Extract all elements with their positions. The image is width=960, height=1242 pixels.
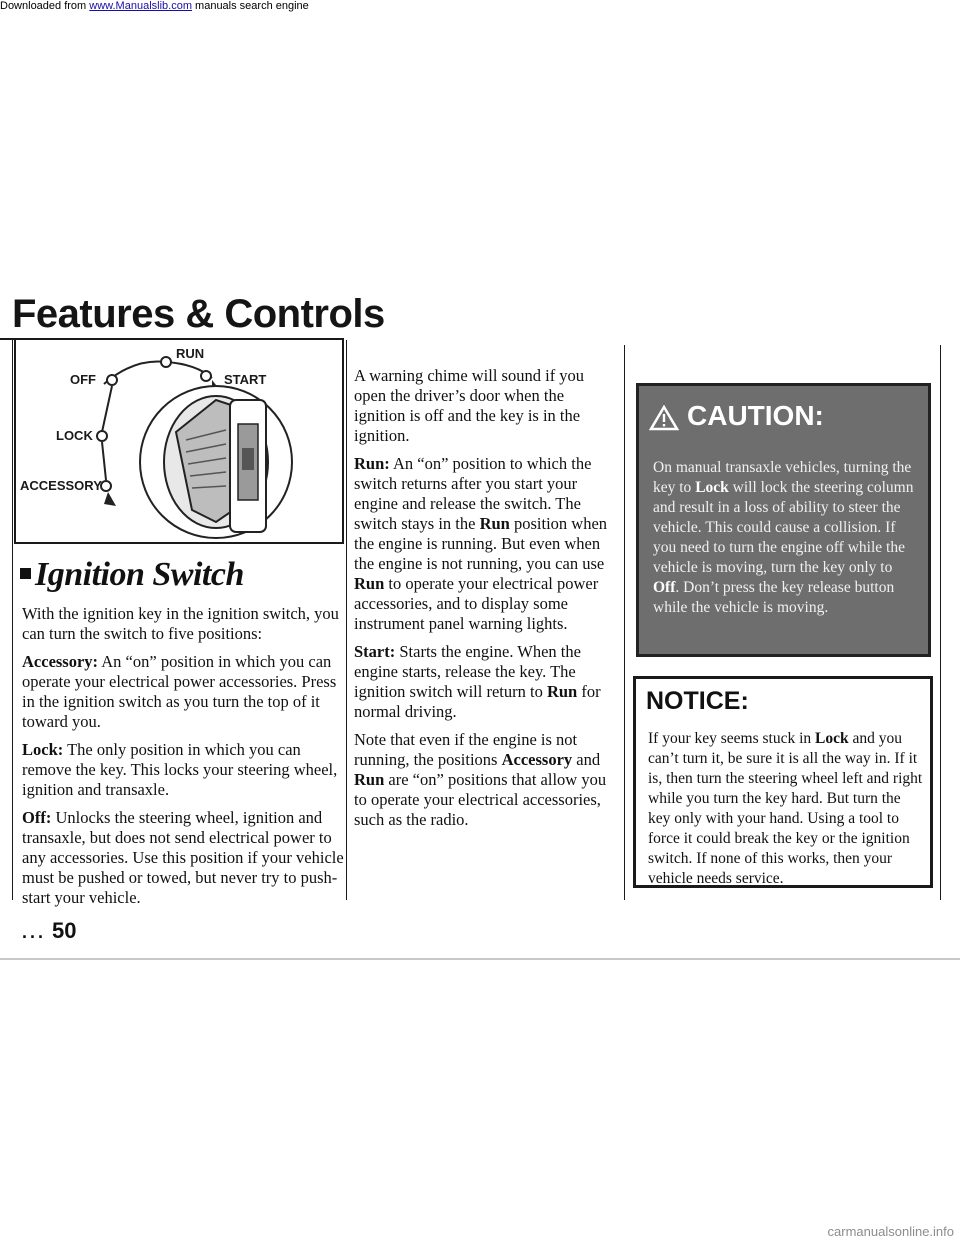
note-text-3: are “on” positions that allow you to operate your electrical accessories, such as the radio. <box>354 770 607 829</box>
caution-heading-text: CAUTION: <box>687 400 824 431</box>
caution-text-1: On manual transaxle vehicles, turning the key to <box>653 459 912 496</box>
off-text: Unlocks the steering wheel, ignition and transaxle, but does not send electrical power to any accessories. Use this position if your vehicle must be pushed or towed, but never try to push-start your vehicle. <box>22 808 344 907</box>
notice-text <box>648 729 924 889</box>
caution-text <box>653 458 921 618</box>
middle-column-text <box>354 366 618 838</box>
diagram-label-lock: LOCK <box>56 428 93 443</box>
warning-triangle-icon <box>649 405 679 431</box>
lock-paragraph <box>22 740 344 800</box>
note-text-1: Note that even if the engine is not running, the positions <box>354 730 578 769</box>
notice-text-1: If your key seems stuck in <box>648 730 816 747</box>
run-label: Run: <box>354 454 390 473</box>
caution-text-3: . Don’t press the key release button while the vehicle is moving. <box>653 579 895 616</box>
note-bold-2: Run <box>354 770 385 789</box>
diagram-label-start: START <box>224 372 267 387</box>
diagram-label-off: OFF <box>70 372 96 387</box>
column-divider-1 <box>346 340 347 900</box>
manualslib-link[interactable]: www.Manualslib.com <box>89 0 192 12</box>
diagram-label-accessory: ACCESSORY <box>20 478 102 493</box>
start-paragraph <box>354 642 618 722</box>
bullet-square-icon <box>20 568 31 579</box>
diagram-label-run: RUN <box>176 346 205 361</box>
caution-text-2: will lock the steering column and result in a loss of ability to steer the vehicle. This could cause a collision. If you need to turn the engine off while the vehicle is moving, turn the key only to <box>653 479 914 576</box>
left-column-text <box>22 604 344 916</box>
page-number-dots: ... <box>22 922 47 942</box>
ignition-diagram <box>14 338 344 544</box>
notice-bold-1: Lock <box>815 730 849 747</box>
source-prefix: Downloaded from <box>0 0 90 12</box>
caution-heading <box>649 400 824 432</box>
note-bold-1: Accessory <box>501 750 573 769</box>
caution-bold-1: Lock <box>695 479 729 496</box>
source-bar <box>0 0 309 12</box>
run-text-2: position when the engine is running. But even when the engine is not running, you can use <box>354 514 608 573</box>
start-text-2: for normal driving. <box>354 682 601 721</box>
notice-text-2: and you can’t turn it, be sure it is all the way in. If it is, then turn the steering wheel left and right while you turn the key hard. But turn the key only with your hand. Using a tool to force it could break the key or the ignition switch. If none of this works, then your vehicle needs service. <box>648 730 923 887</box>
page-number <box>22 918 77 944</box>
accessory-label: Accessory: <box>22 652 99 671</box>
run-bold-1: Run <box>479 514 510 533</box>
page-number-value: 50 <box>52 918 77 943</box>
accessory-text: An “on” position in which you can operate your electrical power accessories. Press in the ignition switch as you turn the top of it toward you. <box>22 652 337 731</box>
notice-box <box>633 676 933 888</box>
chime-paragraph: A warning chime will sound if you open the driver’s door when the ignition is off and the key is in the ignition. <box>354 366 585 445</box>
start-text-1: Starts the engine. When the engine starts, release the key. The ignition switch will return to <box>354 642 581 701</box>
column-divider-2 <box>624 345 625 900</box>
column-divider-left <box>12 340 13 900</box>
caution-box <box>636 383 931 657</box>
bottom-rule <box>0 958 960 960</box>
page-title: Features & Controls <box>12 292 385 336</box>
run-paragraph <box>354 454 618 634</box>
run-text-3: to operate your electrical power accessories, and to display some instrument panel warning lights. <box>354 574 599 633</box>
ignition-switch-heading <box>20 556 244 594</box>
note-paragraph <box>354 730 618 830</box>
watermark: carmanualsonline.info <box>827 1224 954 1239</box>
source-suffix: manuals search engine <box>191 0 309 12</box>
column-divider-right <box>940 345 941 900</box>
notice-heading: NOTICE: <box>646 687 749 715</box>
note-text-2: and <box>572 750 601 769</box>
ignition-intro: With the ignition key in the ignition switch, you can turn the switch to five positions: <box>22 604 339 643</box>
lock-label: Lock: <box>22 740 64 759</box>
start-label: Start: <box>354 642 396 661</box>
ignition-switch-heading-text: Ignition Switch <box>35 556 244 593</box>
caution-bold-2: Off <box>653 579 676 596</box>
lock-text: The only position in which you can remove the key. This locks your steering wheel, ignition and transaxle. <box>22 740 338 799</box>
run-bold-2: Run <box>354 574 385 593</box>
run-text-1: An “on” position to which the switch returns after you start your engine and release the switch. The switch stays in the <box>354 454 592 533</box>
start-bold: Run <box>546 682 578 701</box>
accessory-paragraph <box>22 652 344 732</box>
off-label: Off: <box>22 808 52 827</box>
off-paragraph <box>22 808 344 908</box>
